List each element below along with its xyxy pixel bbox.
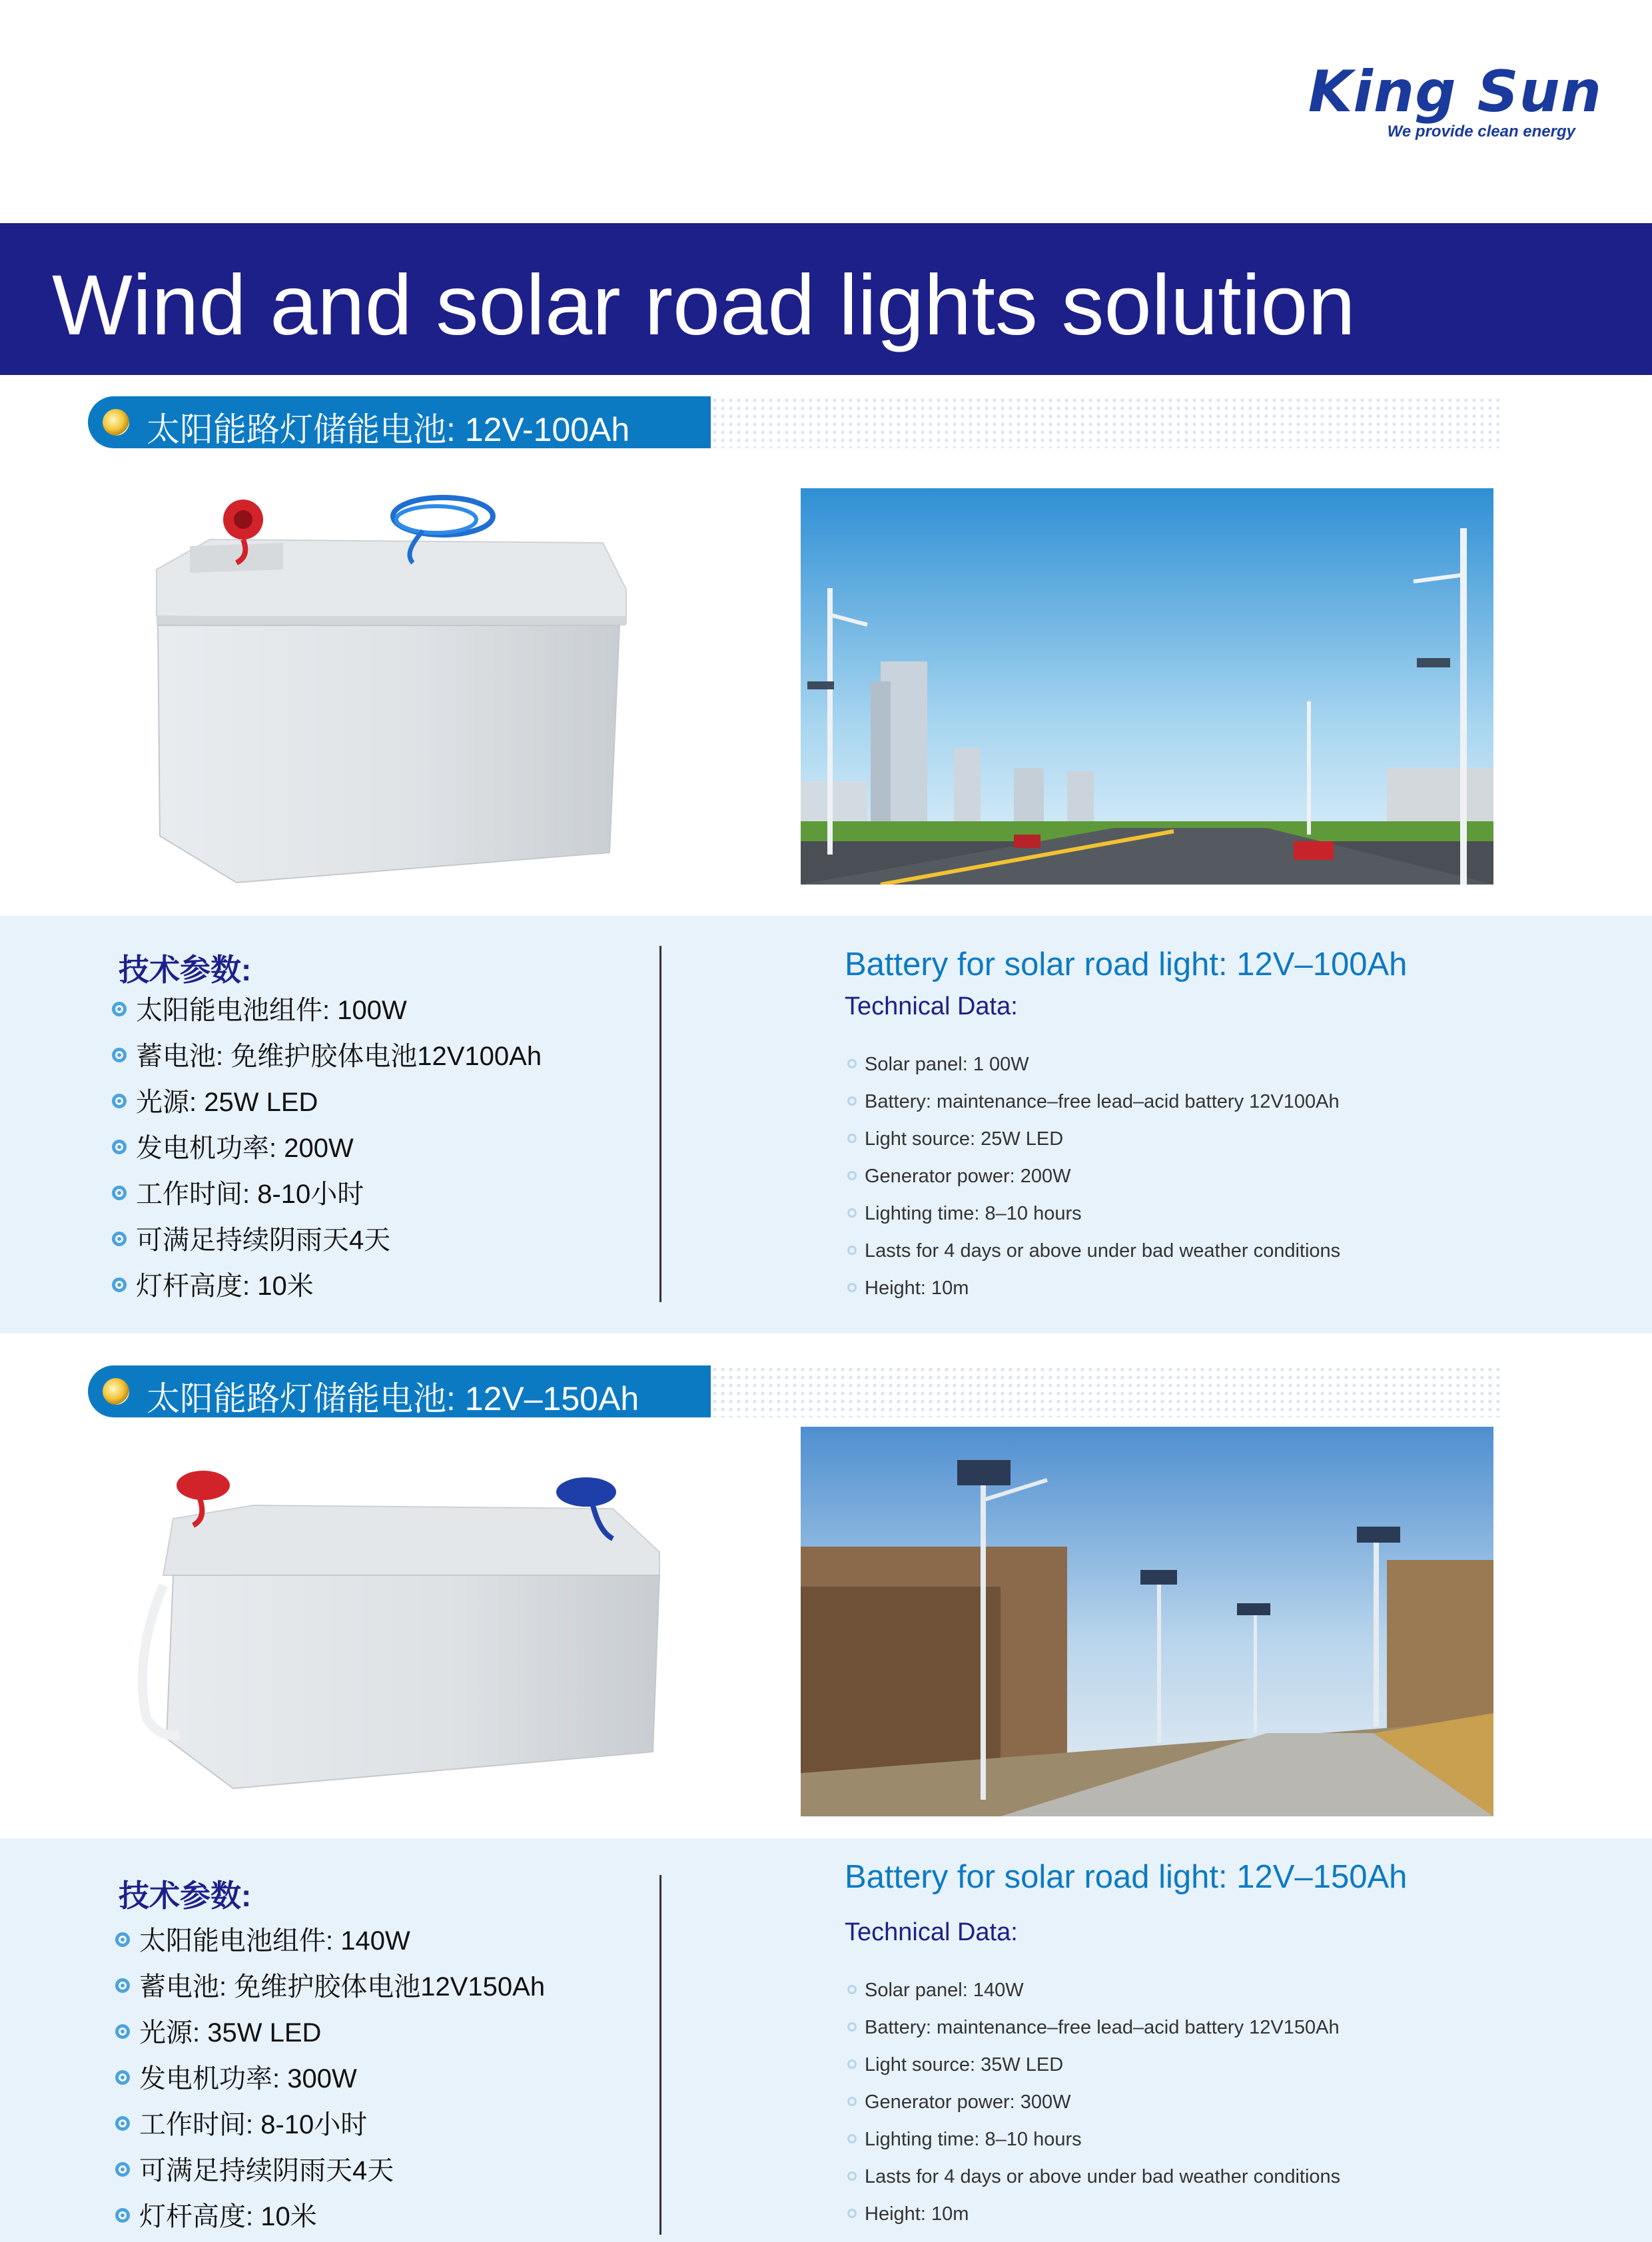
list-item: Lighting time: 8–10 hours [847,1195,1340,1232]
column-divider [659,946,661,1302]
section-tab-150ah [88,1365,711,1417]
section-tab-label: 太阳能路灯储能电池: 12V–150Ah [147,1380,639,1417]
list-item: 发电机功率: 300W [115,2056,545,2102]
list-item: Lighting time: 8–10 hours [847,2121,1340,2158]
en-specs-list [847,1046,1340,1307]
dot-bullet-icon [847,2022,857,2032]
tab-dot-pattern [711,1365,1503,1417]
list-item: 可满足持续阴雨天4天 [115,2148,545,2194]
ring-bullet-icon [115,2116,130,2131]
list-item: 蓄电池: 免维护胶体电池12V100Ah [112,1034,542,1080]
list-item: 光源: 25W LED [112,1080,542,1126]
ring-bullet-icon [115,2024,130,2039]
list-item: Solar panel: 1 00W [847,1046,1340,1083]
ring-bullet-icon [115,2162,130,2177]
brand-name: King Sun [1308,59,1602,125]
page-title: Wind and solar road lights solution [52,258,1356,353]
wind-solar-road-scene-image [801,488,1493,885]
dot-bullet-icon [847,2134,857,2143]
list-item: 灯杆高度: 10米 [112,1264,542,1309]
list-item: 蓄电池: 免维护胶体电池12V150Ah [115,1964,545,2010]
list-item: Generator power: 300W [847,2083,1340,2121]
column-divider [659,1875,661,2235]
section-tab-label: 太阳能路灯储能电池: 12V-100Ah [147,411,630,448]
en-specs-title: Battery for solar road light: 12V–100Ah [845,946,1408,982]
list-item: 太阳能电池组件: 100W [112,988,542,1034]
section-tab-100ah [88,396,711,448]
cn-specs-list [112,988,542,1309]
tab-bullet-icon [103,1378,129,1405]
ring-bullet-icon [112,1048,127,1062]
list-item: Light source: 35W LED [847,2046,1340,2083]
list-item: 工作时间: 8-10小时 [115,2102,545,2148]
ring-bullet-icon [112,1140,127,1154]
spec-band-100ah [0,916,1652,1333]
ring-bullet-icon [112,1002,127,1016]
list-item: 光源: 35W LED [115,2010,545,2056]
list-item: Solar panel: 140W [847,1972,1340,2009]
dot-bullet-icon [847,2171,857,2181]
ring-bullet-icon [115,1932,130,1947]
list-item: Height: 10m [847,2195,1340,2233]
list-item: Light source: 25W LED [847,1120,1340,1158]
list-item: 灯杆高度: 10米 [115,2194,545,2240]
en-specs-title: Battery for solar road light: 12V–150Ah [845,1859,1408,1895]
dot-bullet-icon [847,1096,857,1106]
dot-bullet-icon [847,2209,857,2218]
dot-bullet-icon [847,1208,857,1218]
en-specs-subtitle: Technical Data: [845,1918,1018,1946]
dot-bullet-icon [847,1134,857,1143]
dot-bullet-icon [847,1059,857,1068]
dot-bullet-icon [847,1171,857,1180]
cn-specs-title: 技术参数: [119,1878,252,1913]
header-band [0,223,1652,375]
list-item: 发电机功率: 200W [112,1126,542,1172]
en-specs-subtitle: Technical Data: [845,992,1018,1020]
cn-specs-title: 技术参数: [119,952,252,987]
list-item: Lasts for 4 days or above under bad weather conditions [847,2158,1340,2195]
list-item: Generator power: 200W [847,1158,1340,1195]
dot-bullet-icon [847,1985,857,1994]
list-item: Battery: maintenance–free lead–acid battery 12V150Ah [847,2009,1340,2046]
brand-tagline: We provide clean energy [1387,123,1575,141]
dot-bullet-icon [847,1246,857,1255]
cn-specs-list [115,1918,545,2240]
battery-100ah-image [150,490,636,889]
ring-bullet-icon [112,1186,127,1200]
list-item: 工作时间: 8-10小时 [112,1172,542,1218]
ring-bullet-icon [115,2208,130,2223]
dot-bullet-icon [847,1283,857,1292]
list-item: Battery: maintenance–free lead–acid battery 12V100Ah [847,1083,1340,1120]
ring-bullet-icon [112,1094,127,1108]
ring-bullet-icon [112,1278,127,1292]
dot-bullet-icon [847,2097,857,2106]
ring-bullet-icon [115,1978,130,1993]
ring-bullet-icon [115,2070,130,2085]
list-item: 可满足持续阴雨天4天 [112,1218,542,1264]
brand-logo [1308,59,1602,145]
spec-band-150ah [0,1838,1652,2242]
tab-bullet-icon [103,409,129,436]
list-item: Height: 10m [847,1270,1340,1307]
battery-150ah-image [133,1459,666,1798]
dot-bullet-icon [847,2059,857,2069]
list-item: Lasts for 4 days or above under bad weather conditions [847,1232,1340,1270]
ring-bullet-icon [112,1232,127,1246]
en-specs-list [847,1972,1340,2233]
solar-streetlight-avenue-image [801,1427,1493,1816]
list-item: 太阳能电池组件: 140W [115,1918,545,1964]
tab-dot-pattern [711,396,1503,448]
